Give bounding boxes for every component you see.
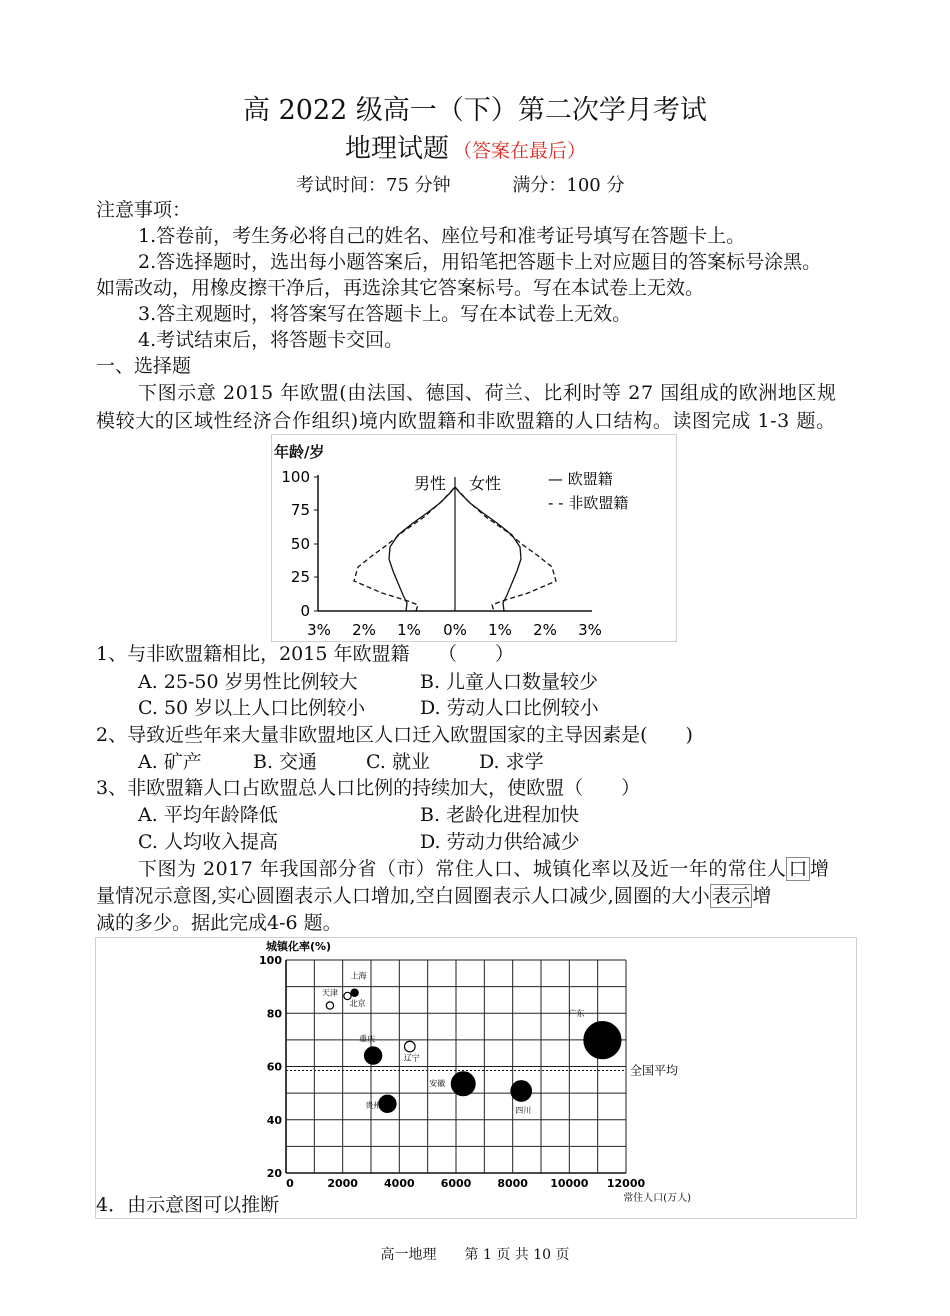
pyramid-ytick-0: 0 [300,602,310,620]
intro-2-boxed-word: 表示 [711,885,751,907]
q2-stem: 2、导致近些年来大量非欧盟地区人口迁入欧盟国家的主导因素是( ) [96,724,693,746]
point-广东 [584,1022,621,1059]
answer-note: （答案在最后） [453,140,587,162]
point-label-广东: 广东 [568,1009,585,1019]
q1-option-b: B. 儿童人口数量较少 [420,671,599,693]
exam-title: 高 2022 级高一（下）第二次学月考试 [243,95,707,126]
point-重庆 [365,1047,382,1064]
scatter-ytick-80: 80 [266,1007,282,1021]
pyramid-ytick-25: 25 [290,568,310,586]
subject-title [345,128,586,165]
intro-2-line1-text: 下图为 2017 年我国部分省（市）常住人口、城镇化率以及近一年的常住人 [138,858,787,880]
pyramid-legend-eu: — 欧盟籍 [548,470,613,488]
note-2-cont: 如需改动，用橡皮擦干净后，再选涂其它答案标号。写在本试卷上无效。 [96,277,705,299]
scatter-xtick-8000: 8000 [497,1177,528,1190]
pyramid-xtick-r1: 1% [488,621,512,639]
pyramid-xtick-l1: 1% [397,621,421,639]
point-安徽 [451,1072,475,1096]
exam-score: 满分：100 分 [512,175,625,196]
intro-2-line1 [138,856,829,882]
q1-stem: 1、与非欧盟籍相比，2015 年欧盟籍 （ ） [96,643,514,665]
q4-stem: 4．由示意图可以推断 [96,1194,280,1216]
urbanization-figure [95,937,857,1219]
scatter-xtick-4000: 4000 [384,1177,415,1190]
scatter-xtick-0: 0 [286,1177,294,1190]
q3-option-d: D. 劳动力供给减少 [420,831,580,853]
national-average-label: 全国平均 [630,1063,679,1078]
point-label-辽宁: 辽宁 [403,1053,420,1063]
q1-option-c: C. 50 岁以上人口比例较小 [138,697,366,719]
note-1: 1.答卷前，考生务必将自己的姓名、座位号和准考证号填写在答题卡上。 [138,225,746,247]
q2-option-a: A. 矿产 [138,751,202,773]
q1-option-a: A. 25-50 岁男性比例较大 [138,671,358,693]
pyramid-male-label: 男性 [414,474,447,493]
q3-stem: 3、非欧盟籍人口占欧盟总人口比例的持续加大，使欧盟（ ） [96,777,641,799]
exam-info [296,171,624,197]
pyramid-ylabel: 年龄/岁 [274,443,325,461]
pyramid-xtick-l2: 2% [352,621,376,639]
point-label-安徽: 安徽 [429,1078,446,1088]
note-4: 4.考试结束后，将答题卡交回。 [138,329,404,351]
population-pyramid-figure [271,434,677,642]
pyramid-ytick-50: 50 [290,535,310,553]
pyramid-xtick-0: 0% [443,621,467,639]
point-天津 [326,1002,333,1009]
intro-1-line2: 模较大的区域性经济合作组织)境内欧盟籍和非欧盟籍的人口结构。读图完成 1-3 题。 [96,410,836,432]
pyramid-xtick-l3: 3% [307,621,331,639]
scatter-ytick-100: 100 [259,954,282,967]
point-label-四川: 四川 [515,1105,532,1115]
scatter-xtick-12000: 12000 [606,1177,646,1190]
scatter-ylabel: 城镇化率(%) [266,940,332,953]
population-pyramid-chart [272,435,676,641]
intro-2-line3: 减的多少。据此完成4-6 题。 [96,912,342,934]
intro-2-line2 [96,883,772,909]
notes-heading: 注意事项： [96,199,192,221]
point-label-贵州: 贵州 [365,1100,382,1110]
point-label-北京: 北京 [349,998,366,1008]
pyramid-xtick-r3: 3% [578,621,602,639]
pyramid-ytick-75: 75 [290,501,310,519]
subject-name: 地理试题 [345,134,450,164]
intro-2-line2-text: 量情况示意图,实心圆圈表示人口增加,空白圆圈表示人口减少,圆圈的大小 [96,885,710,907]
point-上海 [351,989,358,996]
point-label-天津: 天津 [321,988,338,998]
scatter-xlabel: 常住人口(万人) [623,1193,691,1204]
point-label-重庆: 重庆 [359,1034,376,1044]
intro-2-boxed-char: 口 [788,858,808,880]
point-辽宁 [404,1041,415,1052]
intro-1-line1: 下图示意 2015 年欧盟(由法国、德国、荷兰、比利时等 27 国组成的欧洲地区规 [138,382,837,404]
page-footer: 高一地理 第 1 页 共 10 页 [380,1247,570,1263]
q3-option-a: A. 平均年龄降低 [138,804,278,826]
scatter-ytick-60: 60 [266,1060,282,1074]
scatter-xtick-6000: 6000 [440,1177,472,1190]
q2-option-b: B. 交通 [253,751,318,773]
q2-option-c: C. 就业 [366,751,430,773]
q3-option-c: C. 人均收入提高 [138,831,278,853]
q3-option-b: B. 老龄化进程加快 [420,804,580,826]
scatter-xtick-10000: 10000 [550,1177,589,1190]
pyramid-female-label: 女性 [469,474,502,493]
intro-2-line1-end: 增 [809,858,830,880]
q2-option-d: D. 求学 [479,751,544,773]
intro-2-line2-end: 增 [752,885,772,907]
scatter-ytick-20: 20 [266,1167,282,1180]
pyramid-legend-noneu: - - 非欧盟籍 [548,494,629,512]
note-3: 3.答主观题时，将答案写在答题卡上。写在本试卷上无效。 [138,303,632,325]
point-四川 [511,1081,532,1102]
note-2: 2.答选择题时，选出每小题答案后，用铅笔把答题卡上对应题目的答案标号涂黑。 [138,251,822,273]
scatter-ytick-40: 40 [266,1113,282,1127]
urbanization-chart [96,938,856,1218]
section-title: 一、选择题 [96,355,192,377]
point-label-上海: 上海 [350,971,367,981]
scatter-xtick-2000: 2000 [327,1177,358,1190]
exam-time: 考试时间：75 分钟 [296,175,451,196]
pyramid-ytick-100: 100 [281,468,310,486]
pyramid-xtick-r2: 2% [533,621,557,639]
q1-option-d: D. 劳动人口比例较小 [420,697,599,719]
